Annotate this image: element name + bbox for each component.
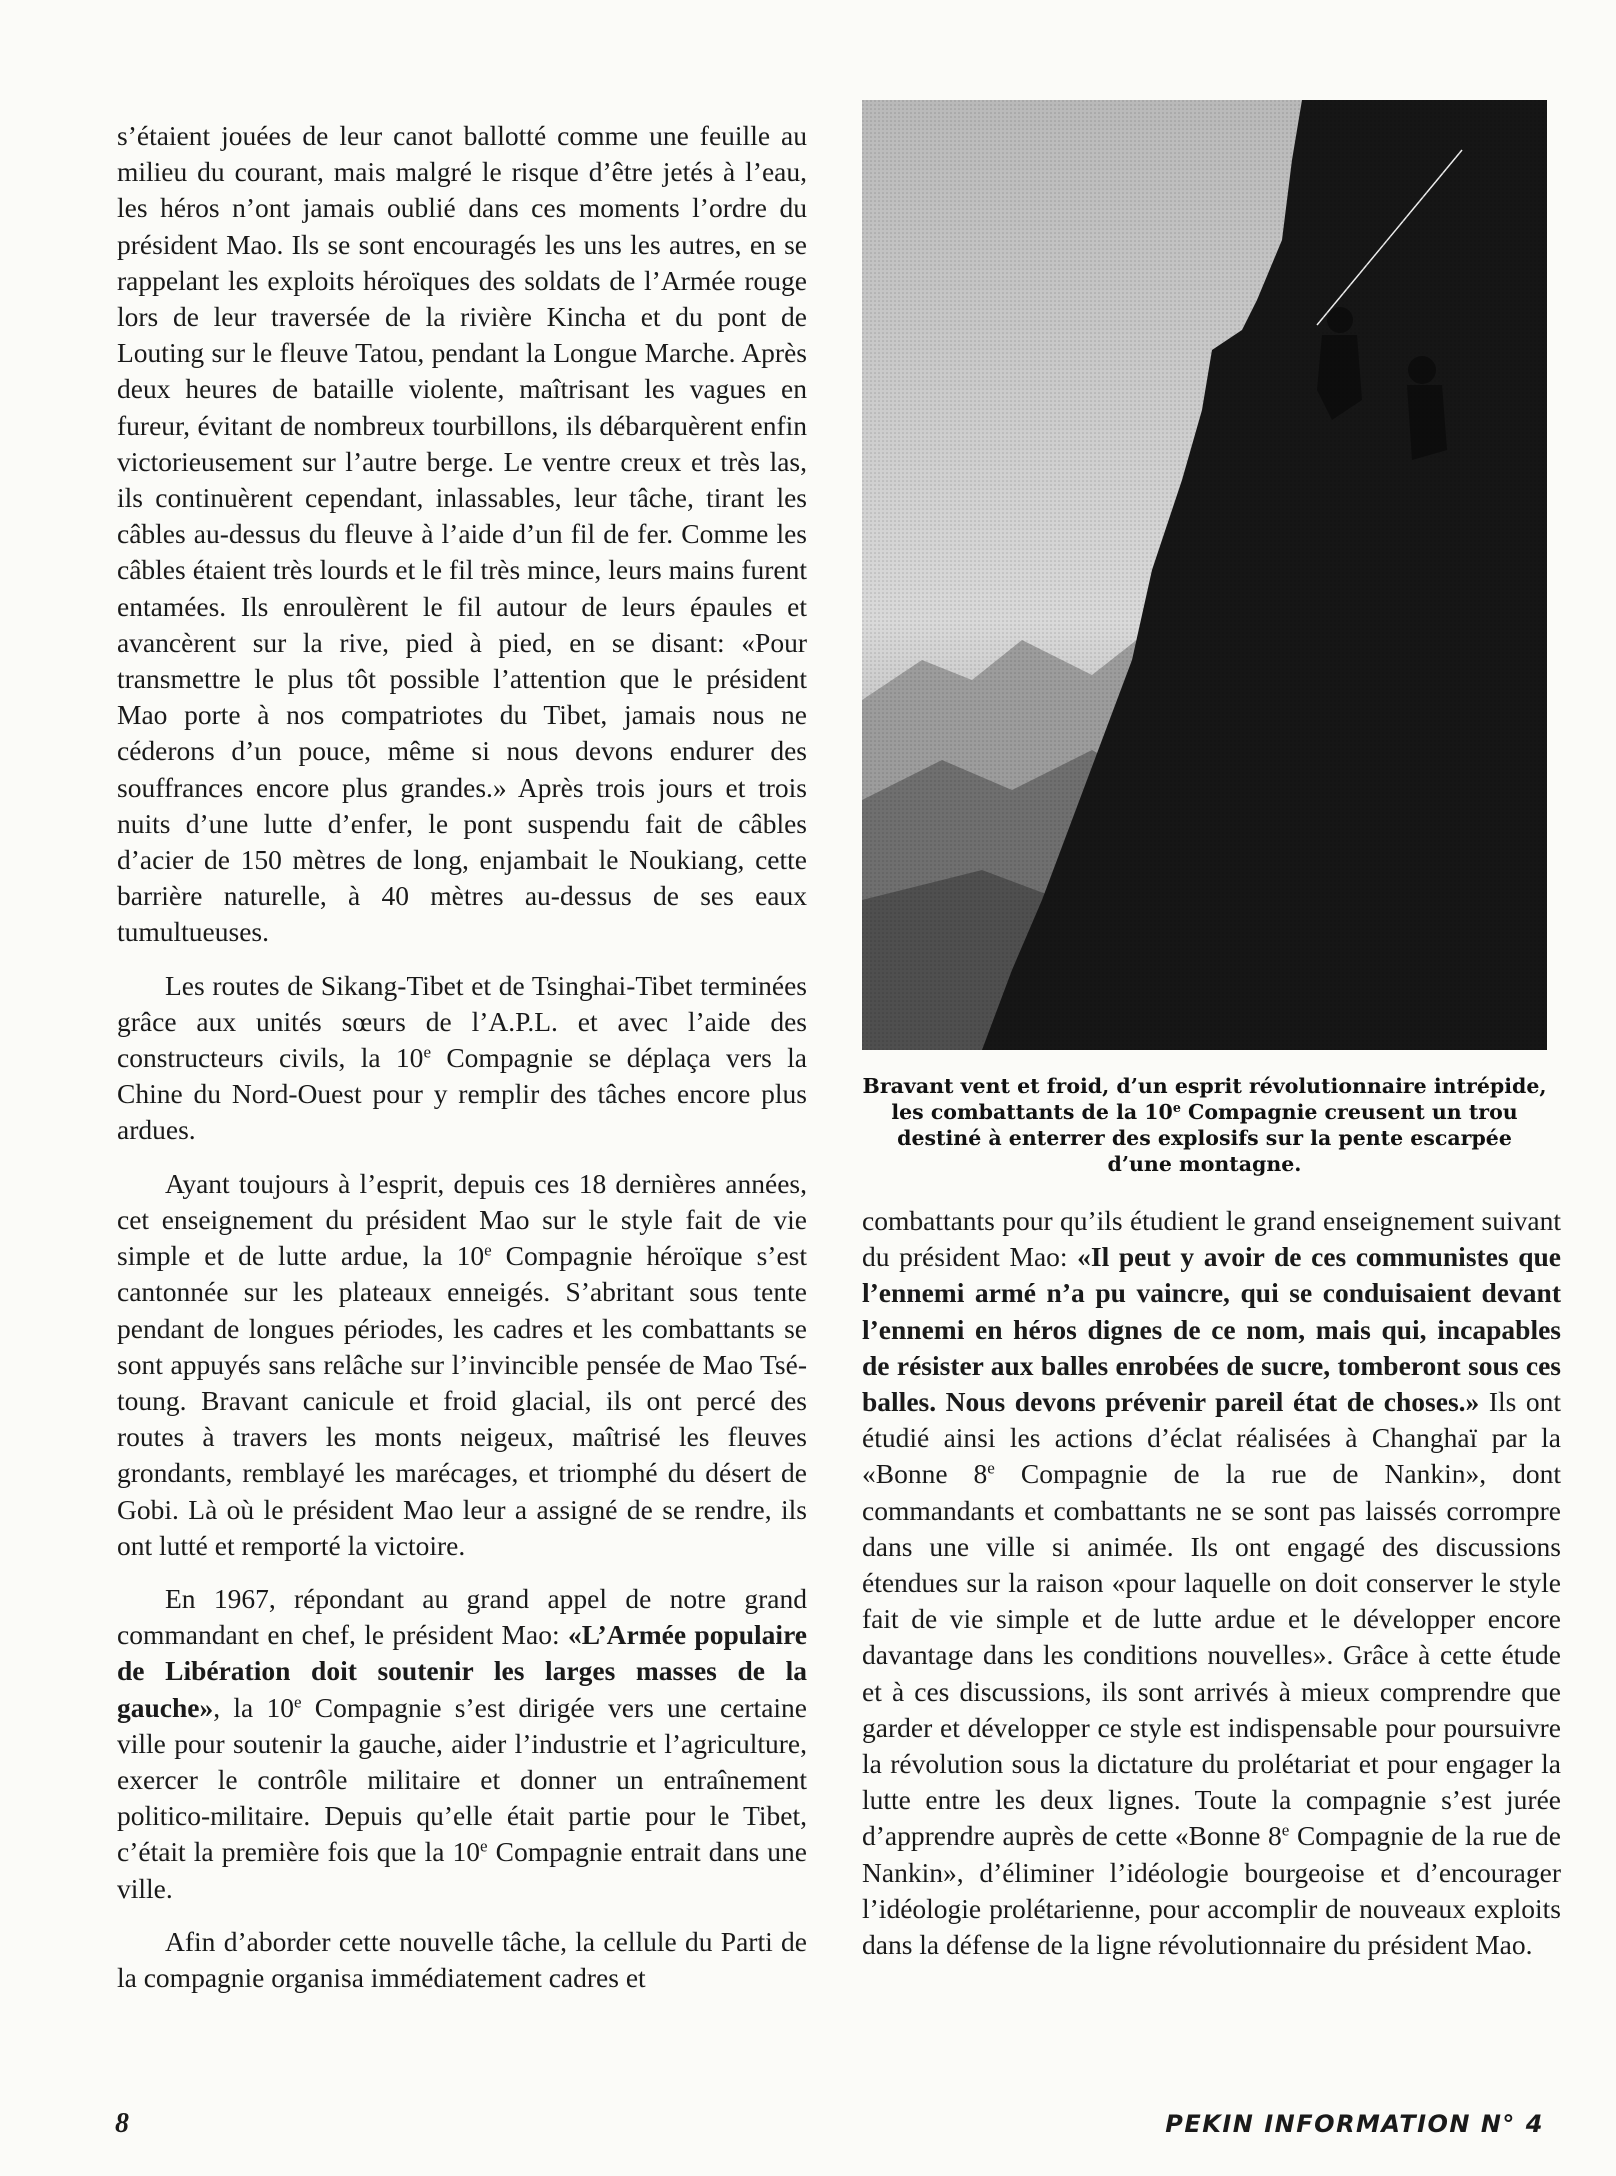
article-column-right	[862, 1203, 1561, 1980]
text-run: , la 10	[213, 1691, 294, 1723]
text-run: Ils ont étudié ainsi les actions d’éclat réalisées à Changhaï par la «Bonne 8	[862, 1386, 1561, 1490]
text-run: Compagnie héroïque s’est cantonnée sur les plateaux enneigés. S’abritant sous tente pendant de longues périodes, les cadres et les combattants se sont appuyés sans relâche sur l’invincible pensée de Mao Tsé-toung. Bravant canicule et froid glacial, ils ont percé des routes à travers les monts neigeux, maîtrisé les fleuves grondants, remblayé les marécages, et triomphé du désert de Gobi. Là où le président Mao leur a assigné de se rendre, ils ont lutté et remporté la victoire.	[117, 1240, 807, 1561]
paragraph	[117, 1924, 807, 1996]
superscript: e	[423, 1042, 431, 1062]
text-run: combattants pour qu’ils étudient le grand enseignement suivant du président Mao:	[862, 1205, 1561, 1273]
publication-title: PEKIN INFORMATION N° 4	[1165, 2110, 1544, 2138]
mountain-photo	[862, 100, 1547, 1050]
quote-bold: «L’Armée populaire de Libération doit soutenir les larges masses de la gauche»	[117, 1619, 807, 1723]
superscript: e	[293, 1692, 302, 1712]
text-run: Compagnie s’est dirigée vers une certaine ville pour soutenir la gauche, aider l’industrie et l’agriculture, exercer le contrôle militaire et donner un entraînement politico-militaire. Depuis qu’elle était partie pour le Tibet, c’était la première fois que la 10	[117, 1691, 807, 1868]
text-run: Compagnie de la rue de Nankin», d’éliminer l’idéologie bourgeoise et d’encourager l’idéologie prolétarienne, pour accomplir de nouveaux exploits dans la défense de la ligne révolutionnaire du président Mao.	[862, 1820, 1562, 1961]
article-column-left	[117, 118, 807, 2013]
paragraph	[117, 118, 807, 951]
superscript: e	[484, 1240, 492, 1260]
text-run: s’étaient jouées de leur canot ballotté comme une feuille au milieu du courant, mais malgré le risque d’être jetés à l’eau, les héros n’ont jamais oublié dans ces moments l’ordre du président Mao. Ils se sont encouragés les uns les autres, en se rappelant les exploits héroïques des soldats de l’Armée rouge lors de leur traversée de la rivière Kincha et du pont de Louting sur le fleuve Tatou, pendant la Longue Marche. Après deux heures de bataille violente, maîtrisant les vagues en fureur, évitant de nombreux tourbillons, ils débarquèrent enfin victorieusement sur l’autre berge. Le ventre creux et très las, ils continuèrent cependant, inlassables, leur tâche, tirant les câbles au-dessus du fleuve à l’aide d’un fil de fer. Comme les câbles étaient très lourds et le fil très mince, leurs mains furent entamées. Ils enroulèrent le fil autour de leurs épaules et avancèrent sur la rive, pied à pied, en se disant: «Pour transmettre le plus tôt possible l’attention que le président Mao porte à nos compatriotes du Tibet, jamais nous ne céderons d’un pouce, même si nous devons endurer des souffrances encore plus grandes.» Après trois jours et trois nuits d’une lutte d’enfer, le pont suspendu fait de câbles d’acier de 150 mètres de long, enjambait le Noukiang, cette barrière naturelle, à 40 mètres au-dessus de ses eaux tumultueuses.	[117, 120, 807, 948]
text-run: Compagnie creusent un trou destiné à enterrer des explosifs sur la pente escarpée d’une montagne.	[897, 1100, 1518, 1176]
superscript: e	[1172, 1100, 1181, 1116]
text-run: Bravant vent et froid, d’un esprit révolutionnaire intrépide, les combattants de la 10	[862, 1074, 1547, 1124]
paragraph	[117, 968, 807, 1149]
paragraph	[117, 1581, 807, 1907]
quote-bold: «Il peut y avoir de ces communistes que l’ennemi armé n’a pu vaincre, qui se conduisaient devant l’ennemi en héros dignes de ce nom, mais qui, incapables de résister aux balles enrobées de sucre, tomberont sous ces balles. Nous devons prévenir pareil état de choses.»	[862, 1241, 1561, 1418]
text-run: Compagnie entrait dans une ville.	[117, 1836, 807, 1904]
photo-caption	[862, 1073, 1547, 1177]
paragraph	[862, 1203, 1561, 1963]
text-run: Compagnie se déplaça vers la Chine du Nord-Ouest pour y remplir des tâches encore plus ardues.	[117, 1042, 807, 1146]
superscript: e	[480, 1836, 488, 1856]
text-run: Les routes de Sikang-Tibet et de Tsinghai-Tibet terminées grâce aux unités sœurs de l’A.P.L. et avec l’aide des constructeurs civils, la 10	[117, 969, 807, 1074]
page-number: 8	[115, 2108, 129, 2139]
superscript: e	[1281, 1821, 1290, 1841]
text-run: Afin d’aborder cette nouvelle tâche, la cellule du Parti de la compagnie organisa immédiatement cadres et	[117, 1925, 807, 1993]
superscript: e	[987, 1459, 995, 1479]
paragraph	[117, 1166, 807, 1564]
text-run: En 1967, répondant au grand appel de notre grand commandant en chef, le président Mao:	[117, 1582, 807, 1651]
text-run: Ayant toujours à l’esprit, depuis ces 18 dernières années, cet enseignement du président Mao sur le style fait de vie simple et de lutte ardue, la 10	[117, 1167, 807, 1272]
text-run: Compagnie de la rue de Nankin», dont commandants et combattants ne se sont pas laissés corrompre dans une ville si animée. Ils ont engagé des discussions étendues sur la raison «pour laquelle on doit conserver le style fait de vie simple et de lutte ardue et le développer encore davantage dans les conditions nouvelles». Grâce à cette étude et à ces discussions, ils sont arrivés à mieux comprendre que garder et développer ce style est indispensable pour poursuivre la révolution sous la dictature du prolétariat et pour engager la lutte entre les deux lignes. Toute la compagnie s’est jurée d’apprendre auprès de cette «Bonne 8	[862, 1458, 1561, 1852]
